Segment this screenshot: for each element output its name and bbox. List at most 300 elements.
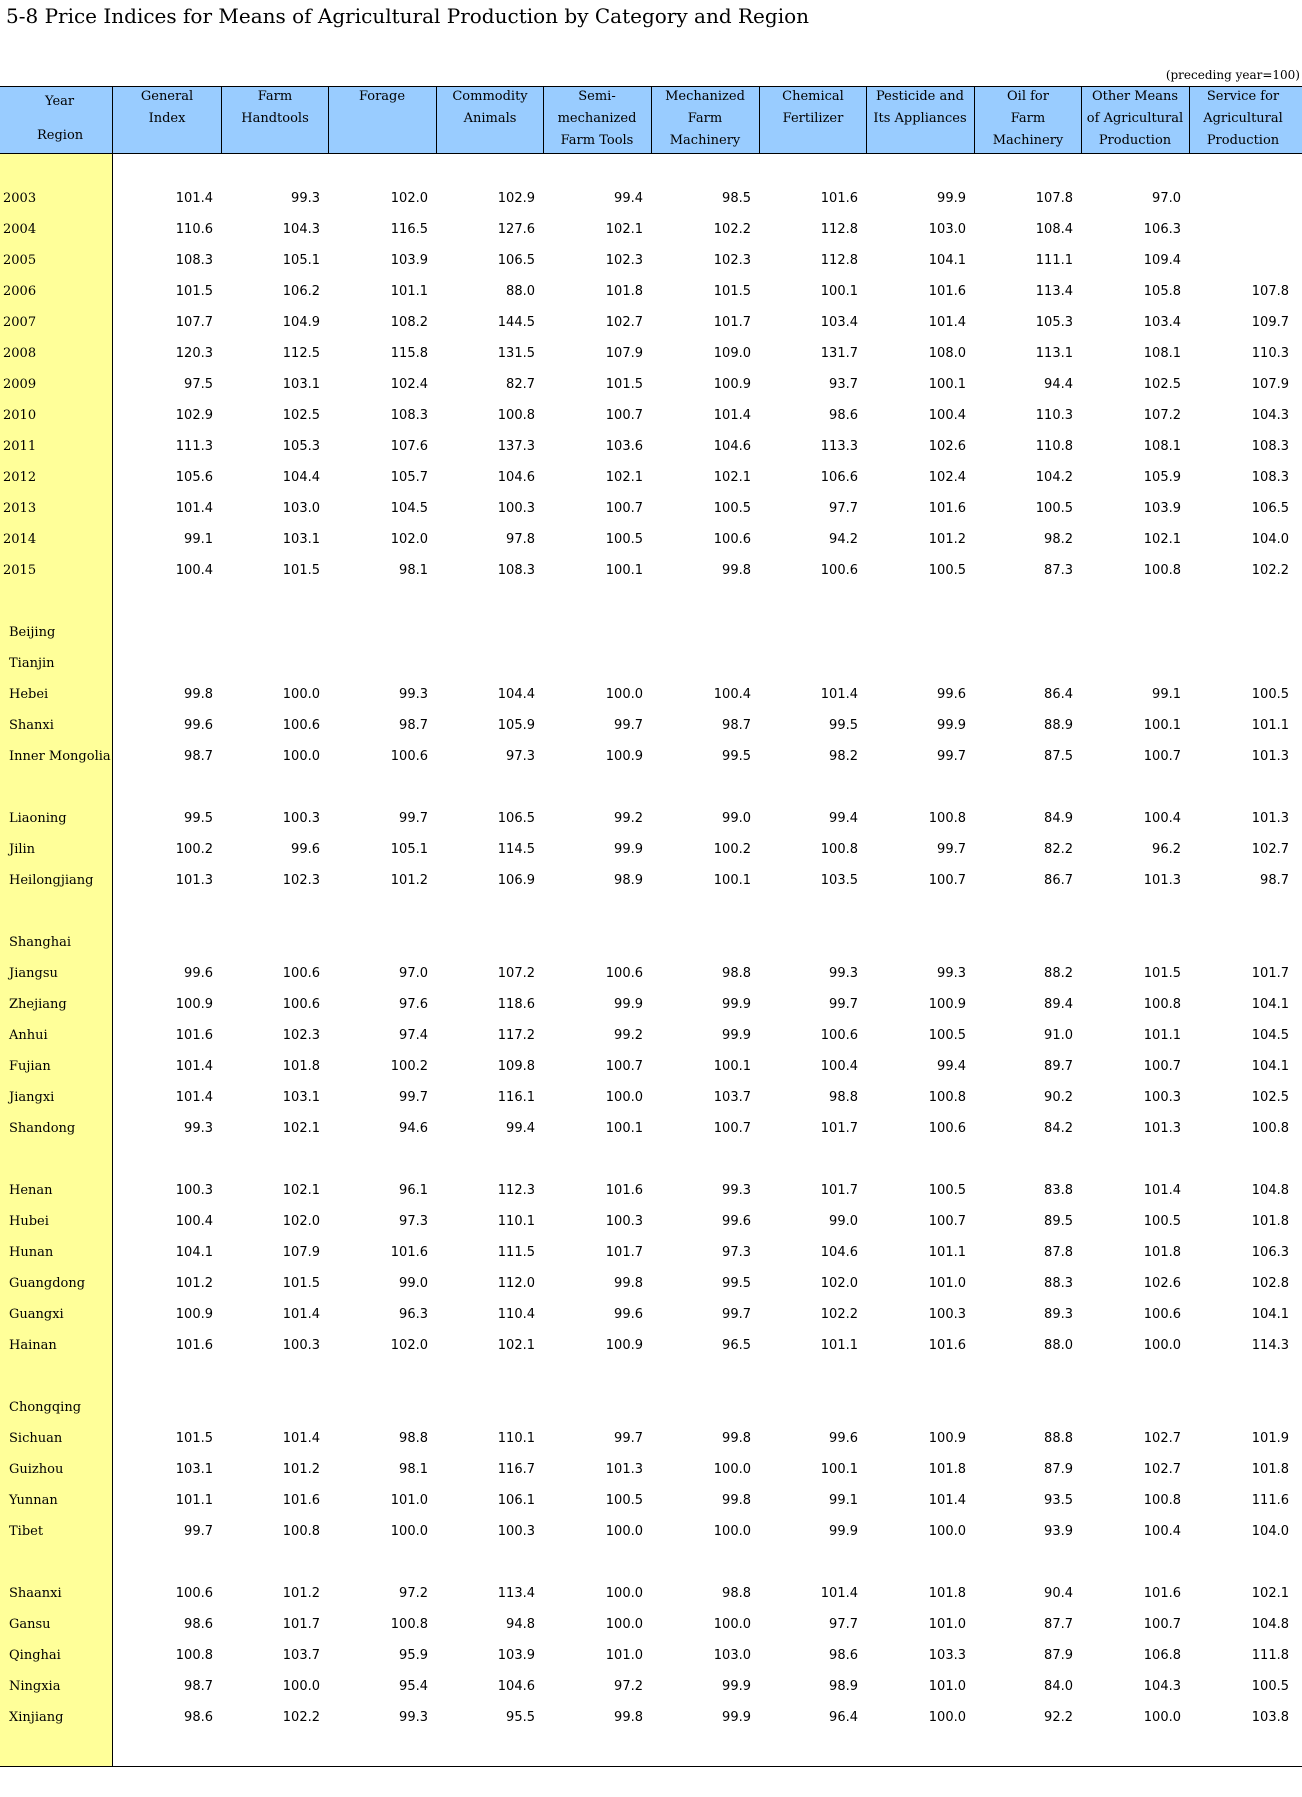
table-cell: 101.4 — [928, 1493, 966, 1508]
region-label: Hainan — [9, 1338, 57, 1353]
table-cell: 100.7 — [1143, 1617, 1181, 1632]
column-header — [436, 86, 544, 153]
table-cell: 101.2 — [282, 1586, 320, 1601]
table-cell: 97.3 — [722, 1245, 751, 1260]
table-cell: 110.3 — [1035, 408, 1073, 423]
column-header — [328, 86, 436, 153]
table-row — [0, 1642, 1302, 1672]
table-row — [0, 216, 1302, 246]
table-row — [0, 929, 1302, 959]
table-cell: 100.8 — [1143, 563, 1181, 578]
table-cell: 105.3 — [282, 439, 320, 454]
table-cell: 103.0 — [713, 1648, 751, 1663]
table-cell: 100.4 — [1143, 1524, 1181, 1539]
region-label: Heilongjiang — [9, 873, 94, 888]
table-cell: 99.6 — [937, 687, 966, 702]
table-cell: 100.5 — [928, 1183, 966, 1198]
column-header-line: Mechanized — [665, 89, 745, 104]
table-cell: 87.3 — [1044, 563, 1073, 578]
table-row — [0, 464, 1302, 494]
table-cell: 99.6 — [722, 1214, 751, 1229]
table-cell: 99.3 — [937, 966, 966, 981]
table-cell: 111.3 — [175, 439, 213, 454]
table-cell: 99.9 — [722, 997, 751, 1012]
table-cell: 116.7 — [497, 1462, 535, 1477]
table-cell: 97.0 — [399, 966, 428, 981]
table-cell: 101.7 — [605, 1245, 643, 1260]
table-cell: 106.5 — [497, 253, 535, 268]
table-cell: 99.7 — [722, 1307, 751, 1322]
table-cell: 91.0 — [1044, 1028, 1073, 1043]
table-cell: 104.0 — [1251, 1524, 1289, 1539]
column-header-line: Animals — [463, 111, 517, 126]
column-header-line: Farm — [1010, 111, 1046, 126]
table-cell: 92.2 — [1044, 1710, 1073, 1725]
table-cell: 101.6 — [390, 1245, 428, 1260]
table-cell: 101.8 — [928, 1586, 966, 1601]
table-cell: 96.4 — [829, 1710, 858, 1725]
table-cell: 103.4 — [1143, 315, 1181, 330]
table-cell: 107.9 — [605, 346, 643, 361]
region-label: Hubei — [9, 1214, 49, 1229]
table-cell: 99.5 — [829, 718, 858, 733]
table-row — [0, 1332, 1302, 1362]
column-header — [1189, 86, 1297, 153]
table-cell: 114.3 — [1251, 1338, 1289, 1353]
table-cell: 102.4 — [928, 470, 966, 485]
table-row — [0, 650, 1302, 680]
table-cell: 100.4 — [175, 1214, 213, 1229]
year-label: 2010 — [3, 408, 37, 423]
table-cell: 97.7 — [829, 1617, 858, 1632]
table-cell: 89.3 — [1044, 1307, 1073, 1322]
table-cell: 101.5 — [713, 284, 751, 299]
table-cell: 99.3 — [399, 687, 428, 702]
table-cell: 101.3 — [1251, 749, 1289, 764]
table-cell: 110.3 — [1251, 346, 1289, 361]
table-cell: 97.2 — [399, 1586, 428, 1601]
table-cell: 100.0 — [282, 749, 320, 764]
table-cell: 103.9 — [1143, 501, 1181, 516]
table-cell: 95.9 — [399, 1648, 428, 1663]
table-cell: 103.9 — [390, 253, 428, 268]
table-cell: 98.9 — [829, 1679, 858, 1694]
table-cell: 89.5 — [1044, 1214, 1073, 1229]
table-cell: 99.9 — [722, 1710, 751, 1725]
table-cell: 98.8 — [722, 966, 751, 981]
table-cell: 101.8 — [1251, 1214, 1289, 1229]
table-cell: 103.7 — [713, 1090, 751, 1105]
region-label: Jiangsu — [9, 966, 58, 981]
table-cell: 110.4 — [497, 1307, 535, 1322]
table-cell: 87.5 — [1044, 749, 1073, 764]
table-cell: 102.1 — [713, 470, 751, 485]
table-cell: 98.1 — [399, 1462, 428, 1477]
table-cell: 100.4 — [928, 408, 966, 423]
table-cell: 97.3 — [506, 749, 535, 764]
table-cell: 102.1 — [282, 1121, 320, 1136]
table-cell: 100.5 — [1251, 1679, 1289, 1694]
table-cell: 107.6 — [390, 439, 428, 454]
table-cell: 100.4 — [713, 687, 751, 702]
table-cell: 112.3 — [497, 1183, 535, 1198]
table-cell: 104.1 — [1251, 1059, 1289, 1074]
table-cell: 100.1 — [713, 873, 751, 888]
region-label: Hunan — [9, 1245, 54, 1260]
region-label: Anhui — [9, 1028, 48, 1043]
table-cell: 100.0 — [713, 1462, 751, 1477]
table-row — [0, 1084, 1302, 1114]
table-cell: 98.7 — [1260, 873, 1289, 888]
table-cell: 97.5 — [184, 377, 213, 392]
table-cell: 84.0 — [1044, 1679, 1073, 1694]
table-row — [0, 495, 1302, 525]
table-cell: 102.0 — [390, 191, 428, 206]
table-cell: 87.7 — [1044, 1617, 1073, 1632]
table-cell: 106.9 — [497, 873, 535, 888]
table-cell: 98.7 — [722, 718, 751, 733]
table-cell: 101.3 — [175, 873, 213, 888]
table-row — [0, 1518, 1302, 1548]
table-cell: 98.2 — [829, 749, 858, 764]
table-row — [0, 619, 1302, 649]
table-cell: 88.9 — [1044, 718, 1073, 733]
table-row — [0, 1270, 1302, 1300]
table-cell: 100.8 — [820, 842, 858, 857]
table-cell: 103.8 — [1251, 1710, 1289, 1725]
table-cell: 99.4 — [829, 811, 858, 826]
table-cell: 100.1 — [820, 1462, 858, 1477]
table-cell: 100.7 — [713, 1121, 751, 1136]
table-cell: 94.4 — [1044, 377, 1073, 392]
table-cell: 102.3 — [282, 1028, 320, 1043]
region-label: Guangdong — [9, 1276, 86, 1291]
table-cell: 102.5 — [282, 408, 320, 423]
header-column-divider — [1081, 86, 1082, 153]
table-cell: 100.0 — [605, 1617, 643, 1632]
table-cell: 100.3 — [605, 1214, 643, 1229]
table-cell: 108.3 — [390, 408, 428, 423]
table-cell: 104.5 — [390, 501, 428, 516]
table-row — [0, 1022, 1302, 1052]
table-cell: 108.3 — [175, 253, 213, 268]
table-cell: 101.1 — [1251, 718, 1289, 733]
table-cell: 99.9 — [937, 191, 966, 206]
table-cell: 101.4 — [282, 1307, 320, 1322]
region-label: Liaoning — [9, 811, 67, 826]
table-row — [0, 1487, 1302, 1517]
table-row — [0, 867, 1302, 897]
table-cell: 95.4 — [399, 1679, 428, 1694]
table-cell: 96.1 — [399, 1183, 428, 1198]
table-cell: 104.5 — [1251, 1028, 1289, 1043]
table-cell: 97.6 — [399, 997, 428, 1012]
unit-note: (preceding year=100) — [1165, 68, 1300, 82]
table-cell: 109.7 — [1251, 315, 1289, 330]
table-cell: 99.0 — [722, 811, 751, 826]
table-row — [0, 1611, 1302, 1641]
table-cell: 101.4 — [175, 501, 213, 516]
header-column-divider — [866, 86, 867, 153]
column-header — [759, 86, 867, 153]
table-cell: 99.8 — [722, 1493, 751, 1508]
table-row — [0, 1425, 1302, 1455]
year-label: 2004 — [3, 222, 37, 237]
header-column-divider — [1189, 86, 1190, 153]
table-cell: 100.0 — [605, 687, 643, 702]
table-cell: 101.2 — [175, 1276, 213, 1291]
table-row — [0, 991, 1302, 1021]
table-cell: 102.1 — [282, 1183, 320, 1198]
table-cell: 102.7 — [1251, 842, 1289, 857]
table-cell: 90.2 — [1044, 1090, 1073, 1105]
table-cell: 98.8 — [829, 1090, 858, 1105]
table-cell: 100.9 — [605, 749, 643, 764]
table-bottom-rule — [0, 1766, 1302, 1767]
table-cell: 102.1 — [1143, 532, 1181, 547]
table-cell: 100.5 — [928, 1028, 966, 1043]
table-cell: 105.1 — [282, 253, 320, 268]
region-label: Hebei — [9, 687, 49, 702]
column-header-line: Agricultural — [1203, 111, 1283, 126]
table-cell: 100.6 — [820, 563, 858, 578]
table-cell: 88.0 — [1044, 1338, 1073, 1353]
table-cell: 101.7 — [820, 1121, 858, 1136]
table-cell: 101.4 — [820, 687, 858, 702]
table-cell: 104.6 — [497, 1679, 535, 1694]
table-cell: 107.2 — [1143, 408, 1181, 423]
table-cell: 116.5 — [390, 222, 428, 237]
table-cell: 101.6 — [282, 1493, 320, 1508]
table-cell: 101.1 — [820, 1338, 858, 1353]
table-cell: 131.5 — [497, 346, 535, 361]
table-cell: 100.5 — [713, 501, 751, 516]
spacer-row — [0, 898, 1302, 928]
spacer-row — [0, 588, 1302, 618]
table-cell: 95.5 — [506, 1710, 535, 1725]
column-header-line: Oil for — [1007, 89, 1049, 104]
table-cell: 106.2 — [282, 284, 320, 299]
table-cell: 100.1 — [928, 377, 966, 392]
table-cell: 100.6 — [390, 749, 428, 764]
table-cell: 100.0 — [928, 1524, 966, 1539]
table-cell: 109.4 — [1143, 253, 1181, 268]
table-cell: 105.9 — [1143, 470, 1181, 485]
table-cell: 101.4 — [713, 408, 751, 423]
table-cell: 116.1 — [497, 1090, 535, 1105]
table-cell: 104.6 — [497, 470, 535, 485]
table-cell: 99.6 — [291, 842, 320, 857]
table-cell: 102.7 — [1143, 1462, 1181, 1477]
table-row — [0, 1301, 1302, 1331]
table-cell: 103.4 — [820, 315, 858, 330]
table-cell: 100.6 — [282, 997, 320, 1012]
table-cell: 100.1 — [605, 563, 643, 578]
table-cell: 100.0 — [605, 1090, 643, 1105]
table-cell: 101.6 — [928, 284, 966, 299]
table-cell: 82.2 — [1044, 842, 1073, 857]
table-cell: 99.9 — [614, 997, 643, 1012]
region-label: Shandong — [9, 1121, 76, 1136]
table-cell: 107.9 — [1251, 377, 1289, 392]
table-cell: 100.5 — [1251, 687, 1289, 702]
table-cell: 100.0 — [1143, 1338, 1181, 1353]
table-cell: 101.7 — [1251, 966, 1289, 981]
table-cell: 106.5 — [1251, 501, 1289, 516]
table-cell: 99.8 — [722, 1431, 751, 1446]
year-label: 2009 — [3, 377, 37, 392]
table-cell: 100.5 — [605, 1493, 643, 1508]
column-header-line: Fertilizer — [782, 111, 844, 126]
table-cell: 107.8 — [1251, 284, 1289, 299]
table-row — [0, 278, 1302, 308]
table-cell: 97.2 — [614, 1679, 643, 1694]
table-cell: 103.0 — [928, 222, 966, 237]
column-header — [543, 86, 651, 153]
column-header-line: Pesticide and — [876, 89, 964, 104]
table-cell: 112.0 — [497, 1276, 535, 1291]
table-cell: 98.2 — [1044, 532, 1073, 547]
table-cell: 100.6 — [928, 1121, 966, 1136]
table-cell: 101.6 — [175, 1028, 213, 1043]
table-cell: 102.0 — [390, 1338, 428, 1353]
table-cell: 107.8 — [1035, 191, 1073, 206]
table-cell: 100.8 — [928, 1090, 966, 1105]
column-header-line: Farm — [257, 89, 293, 104]
table-cell: 98.1 — [399, 563, 428, 578]
table-cell: 108.2 — [390, 315, 428, 330]
table-cell: 99.4 — [614, 191, 643, 206]
table-cell: 100.7 — [928, 873, 966, 888]
table-cell: 102.9 — [497, 191, 535, 206]
column-header-line: Its Appliances — [873, 111, 967, 126]
table-cell: 99.5 — [722, 749, 751, 764]
year-label: 2006 — [3, 284, 37, 299]
column-header-line: Machinery — [992, 133, 1064, 148]
column-header-line: Forage — [358, 89, 406, 104]
table-cell: 101.8 — [605, 284, 643, 299]
table-cell: 101.0 — [928, 1679, 966, 1694]
table-cell: 100.3 — [282, 1338, 320, 1353]
table-cell: 105.1 — [390, 842, 428, 857]
table-cell: 101.2 — [928, 532, 966, 547]
table-row — [0, 1239, 1302, 1269]
table-cell: 99.5 — [722, 1276, 751, 1291]
table-cell: 100.1 — [1143, 718, 1181, 733]
table-cell: 101.1 — [175, 1493, 213, 1508]
year-label: 2014 — [3, 532, 37, 547]
table-cell: 99.1 — [829, 1493, 858, 1508]
column-header-line: of Agricultural — [1086, 111, 1184, 126]
table-cell: 101.8 — [282, 1059, 320, 1074]
table-cell: 103.1 — [175, 1462, 213, 1477]
spacer-row — [0, 1363, 1302, 1393]
stub-head-year: Year — [45, 94, 75, 109]
table-cell: 101.8 — [928, 1462, 966, 1477]
column-header — [221, 86, 329, 153]
table-cell: 100.8 — [175, 1648, 213, 1663]
table-cell: 112.5 — [282, 346, 320, 361]
year-label: 2007 — [3, 315, 37, 330]
table-row — [0, 1177, 1302, 1207]
column-header-line: Chemical — [782, 89, 844, 104]
table-cell: 100.6 — [282, 966, 320, 981]
header-bottom-rule — [0, 153, 1302, 154]
region-label: Shaanxi — [9, 1586, 62, 1601]
table-cell: 102.4 — [390, 377, 428, 392]
table-row — [0, 247, 1302, 277]
table-cell: 97.3 — [399, 1214, 428, 1229]
table-cell: 104.0 — [1251, 532, 1289, 547]
column-header-line: Farm Machinery — [669, 111, 741, 148]
region-label: Ningxia — [9, 1679, 61, 1694]
table-cell: 99.9 — [722, 1028, 751, 1043]
table-cell: 101.2 — [390, 873, 428, 888]
table-cell: 100.3 — [928, 1307, 966, 1322]
table-cell: 101.0 — [928, 1276, 966, 1291]
table-cell: 86.4 — [1044, 687, 1073, 702]
table-cell: 93.7 — [829, 377, 858, 392]
table-cell: 101.8 — [1251, 1462, 1289, 1477]
table-cell: 98.7 — [184, 1679, 213, 1694]
table-cell: 101.5 — [605, 377, 643, 392]
table-row — [0, 340, 1302, 370]
table-cell: 101.8 — [1143, 1245, 1181, 1260]
table-cell: 102.3 — [605, 253, 643, 268]
table-cell: 82.7 — [506, 377, 535, 392]
region-label: Yunnan — [9, 1493, 58, 1508]
column-header — [866, 86, 974, 153]
column-header-line: Handtools — [241, 111, 309, 126]
table-cell: 101.3 — [605, 1462, 643, 1477]
table-cell: 127.6 — [497, 222, 535, 237]
table-cell: 99.7 — [399, 811, 428, 826]
year-label: 2012 — [3, 470, 37, 485]
table-cell: 105.9 — [497, 718, 535, 733]
table-cell: 104.1 — [1251, 1307, 1289, 1322]
region-label: Jilin — [9, 842, 36, 857]
table-row — [0, 1115, 1302, 1145]
table-cell: 102.2 — [1251, 563, 1289, 578]
region-label: Gansu — [9, 1617, 51, 1632]
table-cell: 102.3 — [713, 253, 751, 268]
table-cell: 98.6 — [829, 1648, 858, 1663]
table-cell: 144.5 — [497, 315, 535, 330]
table-cell: 99.7 — [829, 997, 858, 1012]
table-cell: 84.9 — [1044, 811, 1073, 826]
table-cell: 106.6 — [820, 470, 858, 485]
table-cell: 100.2 — [175, 842, 213, 857]
table-cell: 100.8 — [928, 811, 966, 826]
table-cell: 103.0 — [282, 501, 320, 516]
table-cell: 100.7 — [605, 1059, 643, 1074]
table-cell: 120.3 — [175, 346, 213, 361]
year-label: 2013 — [3, 501, 37, 516]
column-header-line: Production — [1206, 133, 1280, 148]
table-cell: 97.4 — [399, 1028, 428, 1043]
table-cell: 101.1 — [390, 284, 428, 299]
table-cell: 109.0 — [713, 346, 751, 361]
table-cell: 98.9 — [614, 873, 643, 888]
table-cell: 100.5 — [928, 563, 966, 578]
table-cell: 94.2 — [829, 532, 858, 547]
table-cell: 100.8 — [1143, 997, 1181, 1012]
table-cell: 99.3 — [829, 966, 858, 981]
table-cell: 87.9 — [1044, 1462, 1073, 1477]
table-cell: 110.6 — [175, 222, 213, 237]
table-cell: 101.2 — [282, 1462, 320, 1477]
table-cell: 117.2 — [497, 1028, 535, 1043]
